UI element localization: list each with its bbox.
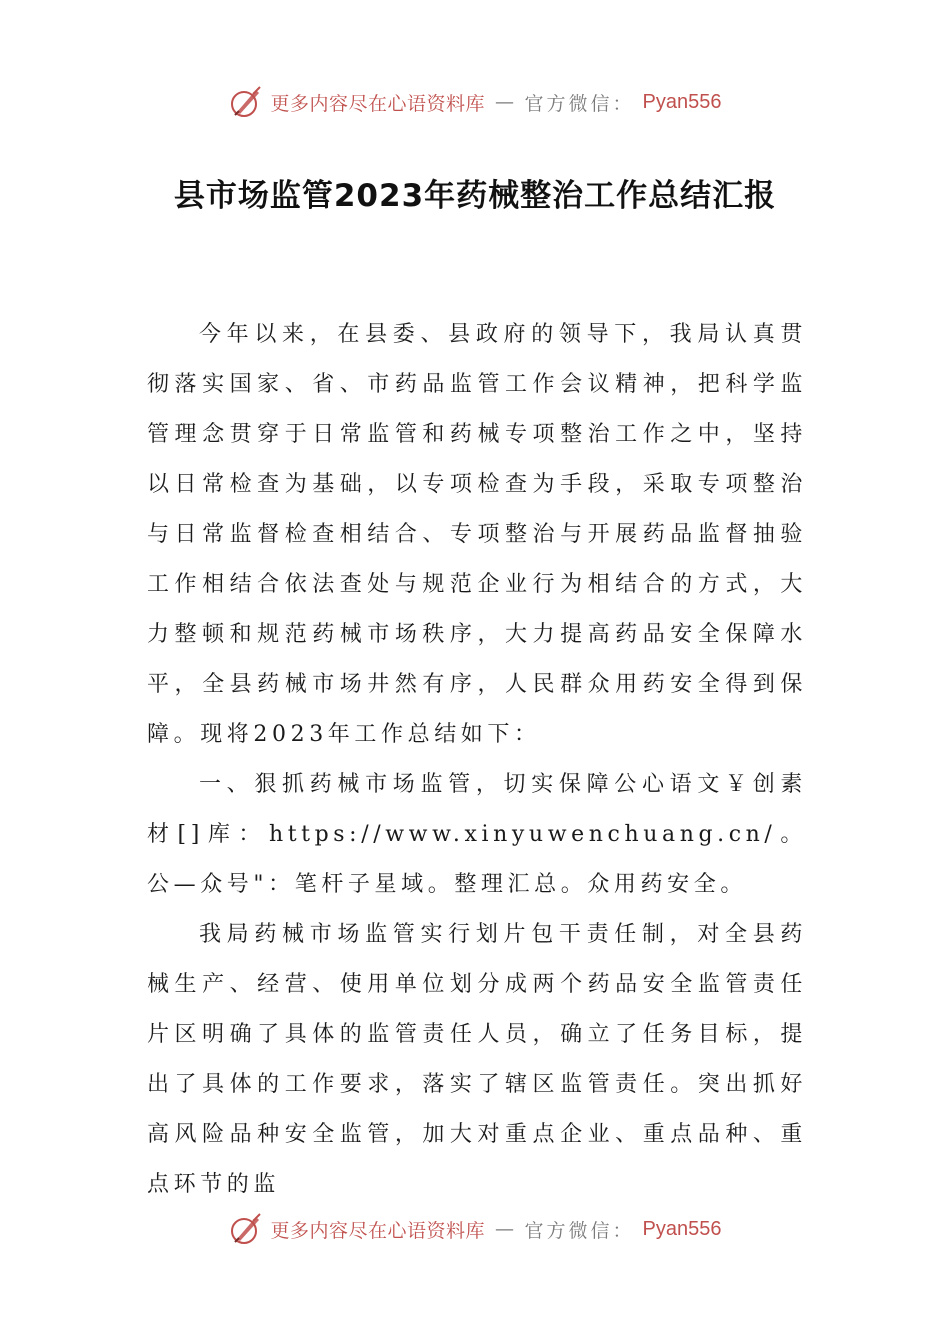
footer-watermark [0,1209,950,1249]
paragraph-section-one-heading: 一、狠抓药械市场监管，切实保障公心语文￥创素材[]库：https://www.xinyuwenchuang.cn/。公—众号"：笔杆子星域。整理汇总。众用药安全。 [147,772,807,897]
paragraph-supervision: 我局药械市场监管实行划片包干责任制，对全县药械生产、经营、使用单位划分成两个药品安全监管责任片区明确了具体的监管责任人员，确立了任务目标，提出了具体的工作要求，落实了辖区监管责任。突出抓好高风险品种安全监管，加大对重点企业、重点品种、重点环节的监 [147,922,807,1197]
quill-pen-logo-icon [229,1212,263,1246]
document-body [147,310,807,1210]
watermark-main-text: 更多内容尽在心语资料库 [270,92,486,115]
watermark-separator: — [495,91,515,113]
document-title: 县市场监管2023年药械整治工作总结汇报 [173,178,777,214]
paragraph-intro: 今年以来，在县委、县政府的领导下，我局认真贯彻落实国家、省、市药品监管工作会议精神，把科学监管理念贯穿于日常监管和药械专项整治工作之中，坚持以日常检查为基础，以专项检查为手段，采取专项整治与日常监督检查相结合、专项整治与开展药品监督抽验工作相结合依法查处与规范企业行为相结合的方式，大力整顿和规范药械市场秩序，大力提高药品安全保障水平，全县药械市场井然有序，人民群众用药安全得到保障。现将2023年工作总结如下： [147,322,807,747]
watermark-official-label: 官方微信： [524,92,635,115]
watermark-wechat-id: Pyan556 [642,1217,722,1240]
quill-pen-logo-icon [229,85,263,119]
header-watermark [0,82,950,122]
watermark-wechat-id: Pyan556 [642,90,722,113]
watermark-official-label: 官方微信： [524,1219,635,1242]
watermark-main-text: 更多内容尽在心语资料库 [270,1219,486,1242]
watermark-separator: — [495,1218,515,1240]
